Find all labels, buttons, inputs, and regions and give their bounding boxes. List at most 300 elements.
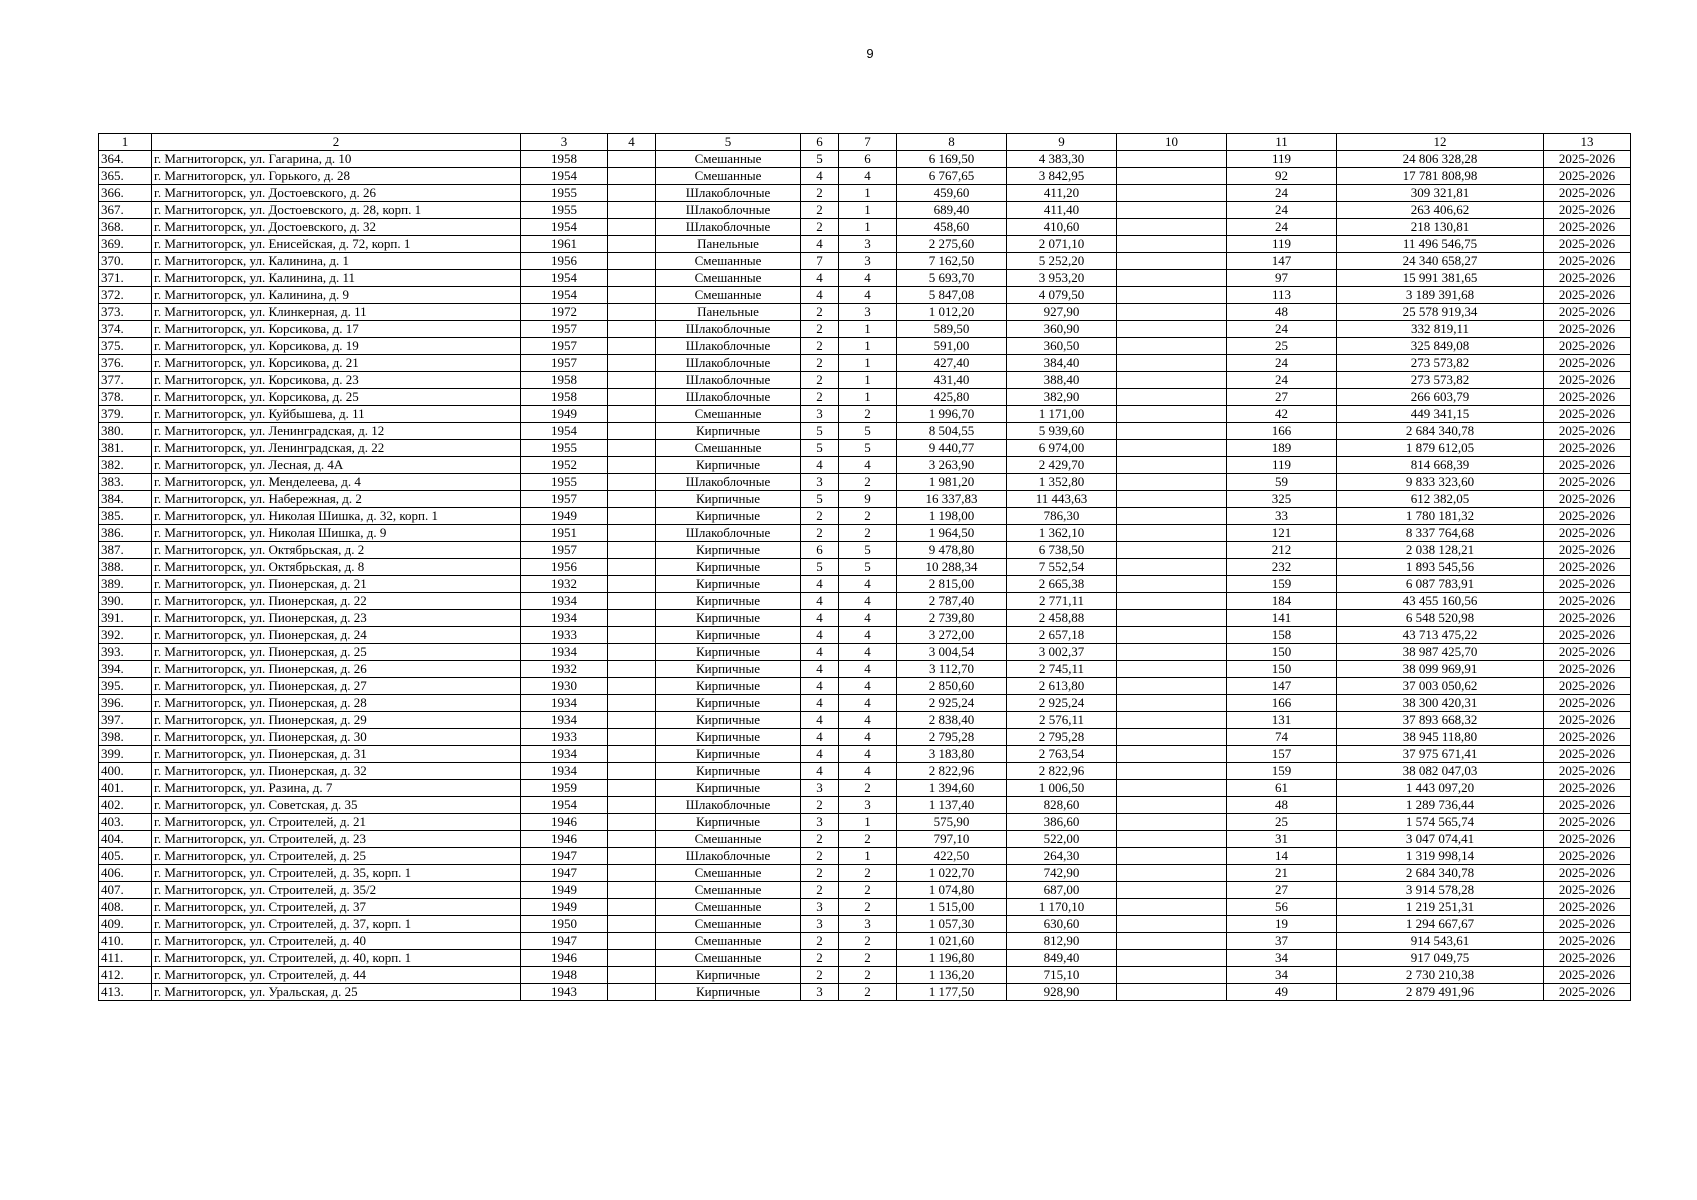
cell-entrances: 4	[839, 763, 897, 780]
cell-residential-area: 3 953,20	[1007, 270, 1117, 287]
cell-total-area: 6 767,65	[897, 168, 1007, 185]
cell-total-area: 427,40	[897, 355, 1007, 372]
column-number-row	[99, 134, 1631, 151]
table-row	[99, 797, 1631, 814]
cell-floors: 2	[801, 338, 839, 355]
cell-row-number: 389.	[99, 576, 152, 593]
cell-wall-material: Кирпичные	[656, 559, 801, 576]
cell-year-built: 1958	[521, 151, 608, 168]
cell-wall-material: Кирпичные	[656, 593, 801, 610]
cell-period: 2025-2026	[1544, 797, 1631, 814]
cell-row-number: 376.	[99, 355, 152, 372]
table-body	[99, 151, 1631, 1001]
cell-row-number: 370.	[99, 253, 152, 270]
table-row	[99, 814, 1631, 831]
cell-entrances: 2	[839, 406, 897, 423]
cell-total-area: 3 183,80	[897, 746, 1007, 763]
cell-residents: 37	[1227, 933, 1337, 950]
cell-wall-material: Кирпичные	[656, 457, 801, 474]
cell-residential-area: 928,90	[1007, 984, 1117, 1001]
cell-row-number: 413.	[99, 984, 152, 1001]
table-row	[99, 712, 1631, 729]
cell-row-number: 365.	[99, 168, 152, 185]
cell-residential-area: 382,90	[1007, 389, 1117, 406]
cell-floors: 3	[801, 916, 839, 933]
cell-year-built: 1956	[521, 559, 608, 576]
cell-residential-area: 3 002,37	[1007, 644, 1117, 661]
cell-address: г. Магнитогорск, ул. Калинина, д. 9	[152, 287, 521, 304]
cell-residents: 166	[1227, 423, 1337, 440]
cell-residents: 27	[1227, 882, 1337, 899]
column-header-9: 9	[1007, 134, 1117, 151]
cell-residents: 147	[1227, 678, 1337, 695]
cell-row-number: 387.	[99, 542, 152, 559]
cell-residents: 19	[1227, 916, 1337, 933]
cell-col-10	[1117, 321, 1227, 338]
table-row	[99, 644, 1631, 661]
cell-total-area: 2 838,40	[897, 712, 1007, 729]
cell-cost: 1 294 667,67	[1337, 916, 1544, 933]
cell-total-area: 5 847,08	[897, 287, 1007, 304]
cell-address: г. Магнитогорск, ул. Достоевского, д. 26	[152, 185, 521, 202]
cell-address: г. Магнитогорск, ул. Уральская, д. 25	[152, 984, 521, 1001]
cell-residents: 21	[1227, 865, 1337, 882]
cell-entrances: 4	[839, 168, 897, 185]
cell-residents: 74	[1227, 729, 1337, 746]
cell-address: г. Магнитогорск, ул. Ленинградская, д. 22	[152, 440, 521, 457]
cell-floors: 3	[801, 474, 839, 491]
cell-cost: 43 455 160,56	[1337, 593, 1544, 610]
cell-year-built: 1957	[521, 491, 608, 508]
cell-year-built: 1954	[521, 270, 608, 287]
cell-floors: 4	[801, 627, 839, 644]
cell-entrances: 1	[839, 219, 897, 236]
table-row	[99, 253, 1631, 270]
cell-residents: 92	[1227, 168, 1337, 185]
table-row	[99, 491, 1631, 508]
cell-floors: 2	[801, 950, 839, 967]
column-header-5: 5	[656, 134, 801, 151]
table-row	[99, 627, 1631, 644]
cell-cost: 1 879 612,05	[1337, 440, 1544, 457]
cell-residents: 325	[1227, 491, 1337, 508]
cell-residents: 24	[1227, 219, 1337, 236]
cell-address: г. Магнитогорск, ул. Строителей, д. 35/2	[152, 882, 521, 899]
cell-total-area: 3 004,54	[897, 644, 1007, 661]
cell-year-built: 1946	[521, 831, 608, 848]
cell-year-built: 1934	[521, 610, 608, 627]
cell-row-number: 402.	[99, 797, 152, 814]
cell-col-10	[1117, 168, 1227, 185]
cell-total-area: 591,00	[897, 338, 1007, 355]
cell-col-4	[608, 746, 656, 763]
cell-col-10	[1117, 967, 1227, 984]
cell-wall-material: Смешанные	[656, 151, 801, 168]
cell-col-4	[608, 219, 656, 236]
cell-residents: 119	[1227, 236, 1337, 253]
cell-entrances: 9	[839, 491, 897, 508]
cell-period: 2025-2026	[1544, 338, 1631, 355]
cell-cost: 2 684 340,78	[1337, 423, 1544, 440]
cell-cost: 917 049,75	[1337, 950, 1544, 967]
cell-row-number: 399.	[99, 746, 152, 763]
cell-residents: 189	[1227, 440, 1337, 457]
cell-col-10	[1117, 372, 1227, 389]
cell-col-4	[608, 151, 656, 168]
cell-cost: 1 219 251,31	[1337, 899, 1544, 916]
cell-floors: 2	[801, 355, 839, 372]
cell-entrances: 1	[839, 202, 897, 219]
cell-entrances: 4	[839, 593, 897, 610]
table-row	[99, 729, 1631, 746]
table-row	[99, 440, 1631, 457]
cell-wall-material: Шлакоблочные	[656, 185, 801, 202]
cell-residential-area: 1 362,10	[1007, 525, 1117, 542]
cell-col-10	[1117, 219, 1227, 236]
cell-floors: 2	[801, 219, 839, 236]
cell-total-area: 10 288,34	[897, 559, 1007, 576]
cell-period: 2025-2026	[1544, 848, 1631, 865]
cell-col-10	[1117, 440, 1227, 457]
table-row	[99, 899, 1631, 916]
cell-residential-area: 411,20	[1007, 185, 1117, 202]
cell-col-4	[608, 168, 656, 185]
cell-residential-area: 4 079,50	[1007, 287, 1117, 304]
cell-wall-material: Шлакоблочные	[656, 321, 801, 338]
table-row	[99, 780, 1631, 797]
cell-period: 2025-2026	[1544, 389, 1631, 406]
cell-residential-area: 1 170,10	[1007, 899, 1117, 916]
cell-residents: 24	[1227, 355, 1337, 372]
cell-residential-area: 264,30	[1007, 848, 1117, 865]
cell-entrances: 2	[839, 508, 897, 525]
cell-wall-material: Кирпичные	[656, 780, 801, 797]
cell-floors: 4	[801, 270, 839, 287]
cell-address: г. Магнитогорск, ул. Строителей, д. 23	[152, 831, 521, 848]
cell-wall-material: Кирпичные	[656, 678, 801, 695]
cell-col-10	[1117, 746, 1227, 763]
cell-row-number: 391.	[99, 610, 152, 627]
cell-row-number: 382.	[99, 457, 152, 474]
cell-cost: 273 573,82	[1337, 355, 1544, 372]
cell-residential-area: 384,40	[1007, 355, 1117, 372]
cell-row-number: 375.	[99, 338, 152, 355]
cell-residential-area: 687,00	[1007, 882, 1117, 899]
cell-col-10	[1117, 270, 1227, 287]
cell-year-built: 1934	[521, 695, 608, 712]
cell-entrances: 4	[839, 287, 897, 304]
cell-row-number: 410.	[99, 933, 152, 950]
cell-row-number: 381.	[99, 440, 152, 457]
cell-col-10	[1117, 185, 1227, 202]
cell-floors: 2	[801, 967, 839, 984]
cell-residential-area: 2 745,11	[1007, 661, 1117, 678]
cell-address: г. Магнитогорск, ул. Пионерская, д. 28	[152, 695, 521, 712]
cell-wall-material: Кирпичные	[656, 661, 801, 678]
cell-residential-area: 742,90	[1007, 865, 1117, 882]
cell-col-4	[608, 933, 656, 950]
cell-wall-material: Кирпичные	[656, 610, 801, 627]
cell-cost: 43 713 475,22	[1337, 627, 1544, 644]
cell-col-10	[1117, 559, 1227, 576]
cell-col-4	[608, 797, 656, 814]
cell-year-built: 1955	[521, 474, 608, 491]
cell-floors: 4	[801, 661, 839, 678]
cell-cost: 263 406,62	[1337, 202, 1544, 219]
cell-row-number: 379.	[99, 406, 152, 423]
cell-address: г. Магнитогорск, ул. Пионерская, д. 32	[152, 763, 521, 780]
cell-col-4	[608, 423, 656, 440]
cell-residents: 25	[1227, 338, 1337, 355]
cell-period: 2025-2026	[1544, 950, 1631, 967]
cell-year-built: 1957	[521, 321, 608, 338]
cell-total-area: 1 137,40	[897, 797, 1007, 814]
cell-year-built: 1972	[521, 304, 608, 321]
cell-period: 2025-2026	[1544, 542, 1631, 559]
cell-residents: 31	[1227, 831, 1337, 848]
cell-col-4	[608, 780, 656, 797]
cell-address: г. Магнитогорск, ул. Пионерская, д. 31	[152, 746, 521, 763]
cell-col-4	[608, 491, 656, 508]
cell-period: 2025-2026	[1544, 712, 1631, 729]
cell-year-built: 1934	[521, 763, 608, 780]
cell-col-4	[608, 729, 656, 746]
cell-wall-material: Смешанные	[656, 899, 801, 916]
cell-floors: 4	[801, 712, 839, 729]
cell-address: г. Магнитогорск, ул. Корсикова, д. 21	[152, 355, 521, 372]
cell-total-area: 3 272,00	[897, 627, 1007, 644]
cell-col-4	[608, 712, 656, 729]
cell-residents: 159	[1227, 763, 1337, 780]
table-row	[99, 372, 1631, 389]
cell-wall-material: Смешанные	[656, 253, 801, 270]
cell-period: 2025-2026	[1544, 559, 1631, 576]
cell-residential-area: 7 552,54	[1007, 559, 1117, 576]
cell-cost: 9 833 323,60	[1337, 474, 1544, 491]
cell-period: 2025-2026	[1544, 185, 1631, 202]
column-header-11: 11	[1227, 134, 1337, 151]
cell-total-area: 431,40	[897, 372, 1007, 389]
cell-period: 2025-2026	[1544, 593, 1631, 610]
cell-floors: 4	[801, 236, 839, 253]
cell-row-number: 367.	[99, 202, 152, 219]
cell-year-built: 1957	[521, 338, 608, 355]
cell-floors: 7	[801, 253, 839, 270]
cell-col-10	[1117, 780, 1227, 797]
cell-cost: 2 684 340,78	[1337, 865, 1544, 882]
cell-wall-material: Кирпичные	[656, 542, 801, 559]
cell-col-10	[1117, 797, 1227, 814]
cell-floors: 2	[801, 882, 839, 899]
cell-total-area: 9 478,80	[897, 542, 1007, 559]
cell-year-built: 1947	[521, 848, 608, 865]
cell-residents: 24	[1227, 185, 1337, 202]
cell-col-10	[1117, 763, 1227, 780]
cell-residential-area: 386,60	[1007, 814, 1117, 831]
cell-address: г. Магнитогорск, ул. Клинкерная, д. 11	[152, 304, 521, 321]
cell-wall-material: Кирпичные	[656, 814, 801, 831]
table-row	[99, 508, 1631, 525]
cell-col-10	[1117, 831, 1227, 848]
cell-year-built: 1933	[521, 729, 608, 746]
cell-col-4	[608, 661, 656, 678]
table-row	[99, 661, 1631, 678]
cell-period: 2025-2026	[1544, 661, 1631, 678]
cell-wall-material: Панельные	[656, 304, 801, 321]
cell-row-number: 390.	[99, 593, 152, 610]
cell-address: г. Магнитогорск, ул. Октябрьская, д. 8	[152, 559, 521, 576]
cell-entrances: 2	[839, 865, 897, 882]
cell-period: 2025-2026	[1544, 525, 1631, 542]
cell-year-built: 1934	[521, 712, 608, 729]
cell-year-built: 1946	[521, 950, 608, 967]
cell-total-area: 3 263,90	[897, 457, 1007, 474]
cell-col-10	[1117, 729, 1227, 746]
cell-period: 2025-2026	[1544, 372, 1631, 389]
cell-total-area: 1 021,60	[897, 933, 1007, 950]
cell-wall-material: Кирпичные	[656, 984, 801, 1001]
table-row	[99, 423, 1631, 440]
cell-cost: 2 730 210,38	[1337, 967, 1544, 984]
cell-entrances: 2	[839, 899, 897, 916]
cell-floors: 5	[801, 491, 839, 508]
cell-col-4	[608, 899, 656, 916]
cell-wall-material: Смешанные	[656, 406, 801, 423]
cell-period: 2025-2026	[1544, 287, 1631, 304]
cell-row-number: 404.	[99, 831, 152, 848]
table-row	[99, 236, 1631, 253]
cell-address: г. Магнитогорск, ул. Строителей, д. 37	[152, 899, 521, 916]
table-row	[99, 525, 1631, 542]
cell-row-number: 395.	[99, 678, 152, 695]
cell-residential-area: 786,30	[1007, 508, 1117, 525]
cell-col-10	[1117, 814, 1227, 831]
cell-residential-area: 411,40	[1007, 202, 1117, 219]
cell-total-area: 3 112,70	[897, 661, 1007, 678]
cell-total-area: 797,10	[897, 831, 1007, 848]
cell-address: г. Магнитогорск, ул. Строителей, д. 44	[152, 967, 521, 984]
cell-floors: 4	[801, 457, 839, 474]
cell-residents: 119	[1227, 151, 1337, 168]
cell-floors: 2	[801, 508, 839, 525]
cell-address: г. Магнитогорск, ул. Корсикова, д. 19	[152, 338, 521, 355]
cell-residential-area: 522,00	[1007, 831, 1117, 848]
cell-cost: 1 780 181,32	[1337, 508, 1544, 525]
cell-cost: 38 987 425,70	[1337, 644, 1544, 661]
cell-cost: 2 879 491,96	[1337, 984, 1544, 1001]
cell-col-4	[608, 508, 656, 525]
cell-row-number: 401.	[99, 780, 152, 797]
cell-row-number: 412.	[99, 967, 152, 984]
cell-wall-material: Кирпичные	[656, 729, 801, 746]
cell-year-built: 1955	[521, 185, 608, 202]
cell-cost: 1 319 998,14	[1337, 848, 1544, 865]
cell-period: 2025-2026	[1544, 610, 1631, 627]
cell-col-10	[1117, 899, 1227, 916]
cell-row-number: 372.	[99, 287, 152, 304]
cell-col-10	[1117, 304, 1227, 321]
cell-wall-material: Смешанные	[656, 287, 801, 304]
cell-residents: 119	[1227, 457, 1337, 474]
cell-residents: 150	[1227, 644, 1337, 661]
cell-year-built: 1949	[521, 508, 608, 525]
cell-row-number: 409.	[99, 916, 152, 933]
cell-period: 2025-2026	[1544, 882, 1631, 899]
cell-year-built: 1947	[521, 933, 608, 950]
cell-col-10	[1117, 695, 1227, 712]
cell-floors: 2	[801, 933, 839, 950]
cell-cost: 38 945 118,80	[1337, 729, 1544, 746]
cell-floors: 2	[801, 389, 839, 406]
cell-year-built: 1954	[521, 423, 608, 440]
cell-floors: 2	[801, 304, 839, 321]
cell-residential-area: 1 352,80	[1007, 474, 1117, 491]
cell-floors: 4	[801, 695, 839, 712]
cell-entrances: 2	[839, 933, 897, 950]
cell-year-built: 1961	[521, 236, 608, 253]
cell-year-built: 1946	[521, 814, 608, 831]
cell-wall-material: Шлакоблочные	[656, 525, 801, 542]
cell-entrances: 1	[839, 848, 897, 865]
cell-entrances: 1	[839, 338, 897, 355]
table-row	[99, 865, 1631, 882]
cell-col-10	[1117, 202, 1227, 219]
cell-total-area: 425,80	[897, 389, 1007, 406]
cell-residential-area: 5 252,20	[1007, 253, 1117, 270]
cell-residential-area: 2 657,18	[1007, 627, 1117, 644]
cell-floors: 2	[801, 321, 839, 338]
cell-wall-material: Смешанные	[656, 882, 801, 899]
cell-total-area: 1 177,50	[897, 984, 1007, 1001]
cell-wall-material: Кирпичные	[656, 695, 801, 712]
cell-col-4	[608, 848, 656, 865]
cell-floors: 3	[801, 984, 839, 1001]
cell-row-number: 388.	[99, 559, 152, 576]
cell-row-number: 384.	[99, 491, 152, 508]
cell-residential-area: 2 613,80	[1007, 678, 1117, 695]
cell-total-area: 1 136,20	[897, 967, 1007, 984]
cell-total-area: 9 440,77	[897, 440, 1007, 457]
cell-row-number: 396.	[99, 695, 152, 712]
cell-address: г. Магнитогорск, ул. Пионерская, д. 25	[152, 644, 521, 661]
cell-residential-area: 4 383,30	[1007, 151, 1117, 168]
cell-floors: 4	[801, 287, 839, 304]
cell-wall-material: Смешанные	[656, 865, 801, 882]
table-row	[99, 678, 1631, 695]
cell-residents: 34	[1227, 967, 1337, 984]
cell-entrances: 5	[839, 423, 897, 440]
cell-residential-area: 6 974,00	[1007, 440, 1117, 457]
cell-wall-material: Смешанные	[656, 950, 801, 967]
cell-period: 2025-2026	[1544, 729, 1631, 746]
cell-col-4	[608, 542, 656, 559]
cell-col-10	[1117, 457, 1227, 474]
cell-col-10	[1117, 678, 1227, 695]
cell-col-10	[1117, 627, 1227, 644]
cell-address: г. Магнитогорск, ул. Набережная, д. 2	[152, 491, 521, 508]
table-row	[99, 933, 1631, 950]
cell-floors: 2	[801, 525, 839, 542]
cell-period: 2025-2026	[1544, 814, 1631, 831]
cell-residents: 48	[1227, 797, 1337, 814]
cell-entrances: 3	[839, 236, 897, 253]
cell-col-4	[608, 695, 656, 712]
cell-cost: 914 543,61	[1337, 933, 1544, 950]
cell-col-10	[1117, 848, 1227, 865]
cell-period: 2025-2026	[1544, 253, 1631, 270]
table-row	[99, 542, 1631, 559]
cell-address: г. Магнитогорск, ул. Калинина, д. 11	[152, 270, 521, 287]
